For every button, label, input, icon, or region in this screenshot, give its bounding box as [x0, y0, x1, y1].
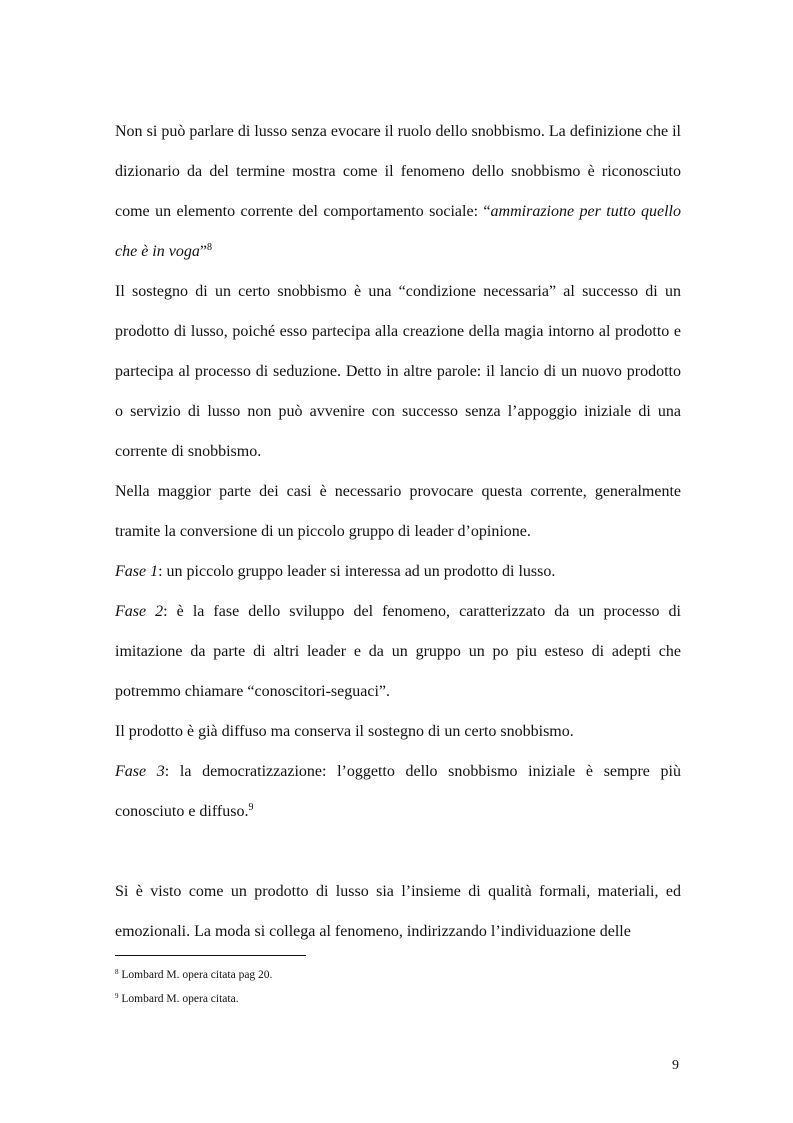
footnote-item [115, 987, 681, 1011]
footnote-ref: 8 [206, 242, 212, 253]
fase-label: Fase 3 [115, 763, 165, 780]
footnote-item [115, 963, 681, 987]
italic-quote: ammirazione per tutto quello che è in voga [115, 203, 682, 260]
fase-label: Fase 2 [115, 603, 164, 620]
paragraph-snobbismo-definition [115, 112, 681, 272]
paragraph-prodotto-diffuso: Il prodotto è già diffuso ma conserva il sostegno di un certo snobbismo. [115, 723, 574, 740]
paragraph-text: Non si può parlare di lusso senza evocare il ruolo dello snobbismo. La definizione che il dizionario da del termine mostra come il fenomeno dello snobbismo è riconosciuto come un elemento corrente del comportamento sociale: “ [115, 123, 681, 220]
fase-text: : un piccolo gruppo leader si interessa ad un prodotto di lusso. [158, 563, 556, 580]
fase-label: Fase 1 [115, 563, 159, 580]
footnote-text: Lombard M. opera citata pag 20. [121, 969, 273, 981]
paragraph-fase-3 [115, 752, 681, 832]
closing-quote: ” [199, 243, 207, 260]
footnotes [115, 963, 681, 1011]
paragraph-gap [115, 832, 681, 872]
paragraph-corrente: Nella maggior parte dei casi è necessario provocare questa corrente, generalmente tramite la conversione di un piccolo gruppo di leader d’opinione. [115, 483, 681, 540]
fase-text: : è la fase dello sviluppo del fenomeno, caratterizzato da un processo di imitazione da parte di altri leader e da un gruppo un po piu esteso di adepti che potremmo chiamare “conoscitori-seguaci”. [115, 603, 681, 700]
paragraph-fase-1 [115, 552, 681, 592]
paragraph-moda: Si è visto come un prodotto di lusso sia l’insieme di qualità formali, materiali, ed emozionali. La moda si collega al fenomeno, indirizzando l’individuazione delle [115, 883, 681, 940]
footnote-text: Lombard M. opera citata. [121, 993, 239, 1005]
paragraph-sostegno: Il sostegno di un certo snobbismo è una “condizione necessaria” al successo di un prodotto di lusso, poiché esso partecipa alla creazione della magia intorno al prodotto e partecipa al processo di seduzione. Detto in altre parole: il lancio di un nuovo prodotto o servizio di lusso non può avvenire con successo senza l’appoggio iniziale di una corrente di snobbismo. [115, 283, 681, 460]
footnote-number: 8 [115, 968, 119, 976]
paragraph-fase-2 [115, 592, 681, 712]
fase-text: : la democratizzazione: l’oggetto dello snobbismo iniziale è sempre più conosciuto e diffuso. [115, 763, 681, 820]
page-number: 9 [672, 1058, 679, 1073]
body-text [115, 112, 681, 952]
footnote-number: 9 [115, 992, 119, 1000]
footnote-ref: 9 [248, 802, 254, 813]
footnote-separator [115, 955, 306, 956]
